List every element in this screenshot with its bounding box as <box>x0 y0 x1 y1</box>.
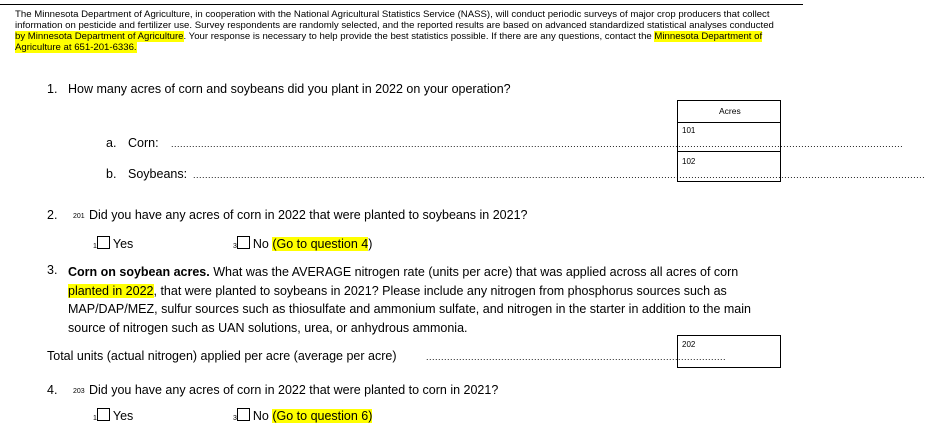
q2-no-code: 3 <box>233 243 237 250</box>
q1b-leader-dots: .................................................................................................................................................................................................................................................... <box>193 170 925 180</box>
q3-highlight: planted in 2022 <box>68 283 154 298</box>
q1b-label: Soybeans: <box>128 167 188 181</box>
intro-text-1: The Minnesota Department of Agriculture, in cooperation with the National Agricultural Statistics Service (NASS), will conduct periodic surveys of major crop producers that collect information on pesticide and fertilizer use. Survey respondents are randomly selected, and the reported results are based on advanced standardized statistical analyses conducted <box>15 9 774 31</box>
q3-text-1: What was the AVERAGE nitrogen rate (units per acre) that was applied across all acres of corn <box>209 265 739 279</box>
q4-yes-checkbox[interactable] <box>97 408 110 421</box>
q2-no-checkbox[interactable] <box>237 236 250 249</box>
q1a-label: Corn: <box>128 136 159 150</box>
q3-text <box>68 263 778 337</box>
q2-yes-option[interactable] <box>93 236 133 251</box>
q2-yes-code: 1 <box>93 243 97 250</box>
q3-bold-heading: Corn on soybean acres. <box>68 265 210 279</box>
q3-total-label: Total units (actual nitrogen) applied per acre (average per acre) <box>47 349 397 363</box>
q4-goto-text: (Go to question 6) <box>272 409 373 423</box>
q4-code: 203 <box>73 388 85 395</box>
q2-text: Did you have any acres of corn in 2022 that were planted to soybeans in 2021? <box>89 208 528 222</box>
q2-goto-text: Go to question 4 <box>276 237 369 251</box>
intro-paragraph <box>15 9 775 53</box>
q2-yes-label: Yes <box>112 237 134 251</box>
q2-goto-close: ) <box>368 237 373 251</box>
soybeans-code: 102 <box>682 157 696 166</box>
intro-highlight-2: Minnesota Department of Agriculture at 651-201-6336. <box>15 31 763 53</box>
q2-number: 2. <box>47 208 58 222</box>
q4-no-code: 3 <box>233 415 237 422</box>
q4-no-checkbox[interactable] <box>237 408 250 421</box>
intro-highlight-1: by Minnesota Department of Agriculture <box>15 31 184 42</box>
intro-text-2: . Your response is necessary to help provide the best statistics possible. If there are any questions, contact the <box>183 31 655 42</box>
q1-text: How many acres of corn and soybeans did you plant in 2022 on your operation? <box>68 82 511 96</box>
q4-yes-option[interactable] <box>93 408 133 423</box>
cut-off-text-line <box>0 0 803 5</box>
q2-code: 201 <box>73 213 85 220</box>
acres-header: Acres <box>719 106 741 116</box>
q4-number: 4. <box>47 383 58 397</box>
q2-goto-open: ( <box>272 237 277 251</box>
q3-leader-dots: .................................................................................................... <box>426 352 727 362</box>
q2-no-option[interactable] <box>233 236 372 251</box>
q1a-leader-dots: .................................................................................................................................................................................................................................................... <box>171 139 904 149</box>
q2-yes-checkbox[interactable] <box>97 236 110 249</box>
q4-text: Did you have any acres of corn in 2022 that were planted to corn in 2021? <box>89 383 499 397</box>
corn-code: 101 <box>682 126 696 135</box>
q3-number: 3. <box>47 263 58 277</box>
q4-yes-code: 1 <box>93 415 97 422</box>
q4-no-option[interactable] <box>233 408 372 423</box>
q3-code: 202 <box>682 340 696 349</box>
q4-no-label: No <box>252 409 273 423</box>
q2-no-label: No <box>252 237 273 251</box>
q3-text-2: , that were planted to soybeans in 2021? Please include any nitrogen from phosphorus sources such as MAP/DAP/MEZ, sulfur sources such as thiosulfate and ammonium sulfate, and nitrogen in the starter in addition to the main source of nitrogen such as UAN solutions, urea, or anhydrous ammonia. <box>68 283 751 335</box>
q1a-letter: a. <box>106 136 117 150</box>
q1b-letter: b. <box>106 167 117 181</box>
q4-yes-label: Yes <box>112 409 134 423</box>
q1-number: 1. <box>47 82 58 96</box>
